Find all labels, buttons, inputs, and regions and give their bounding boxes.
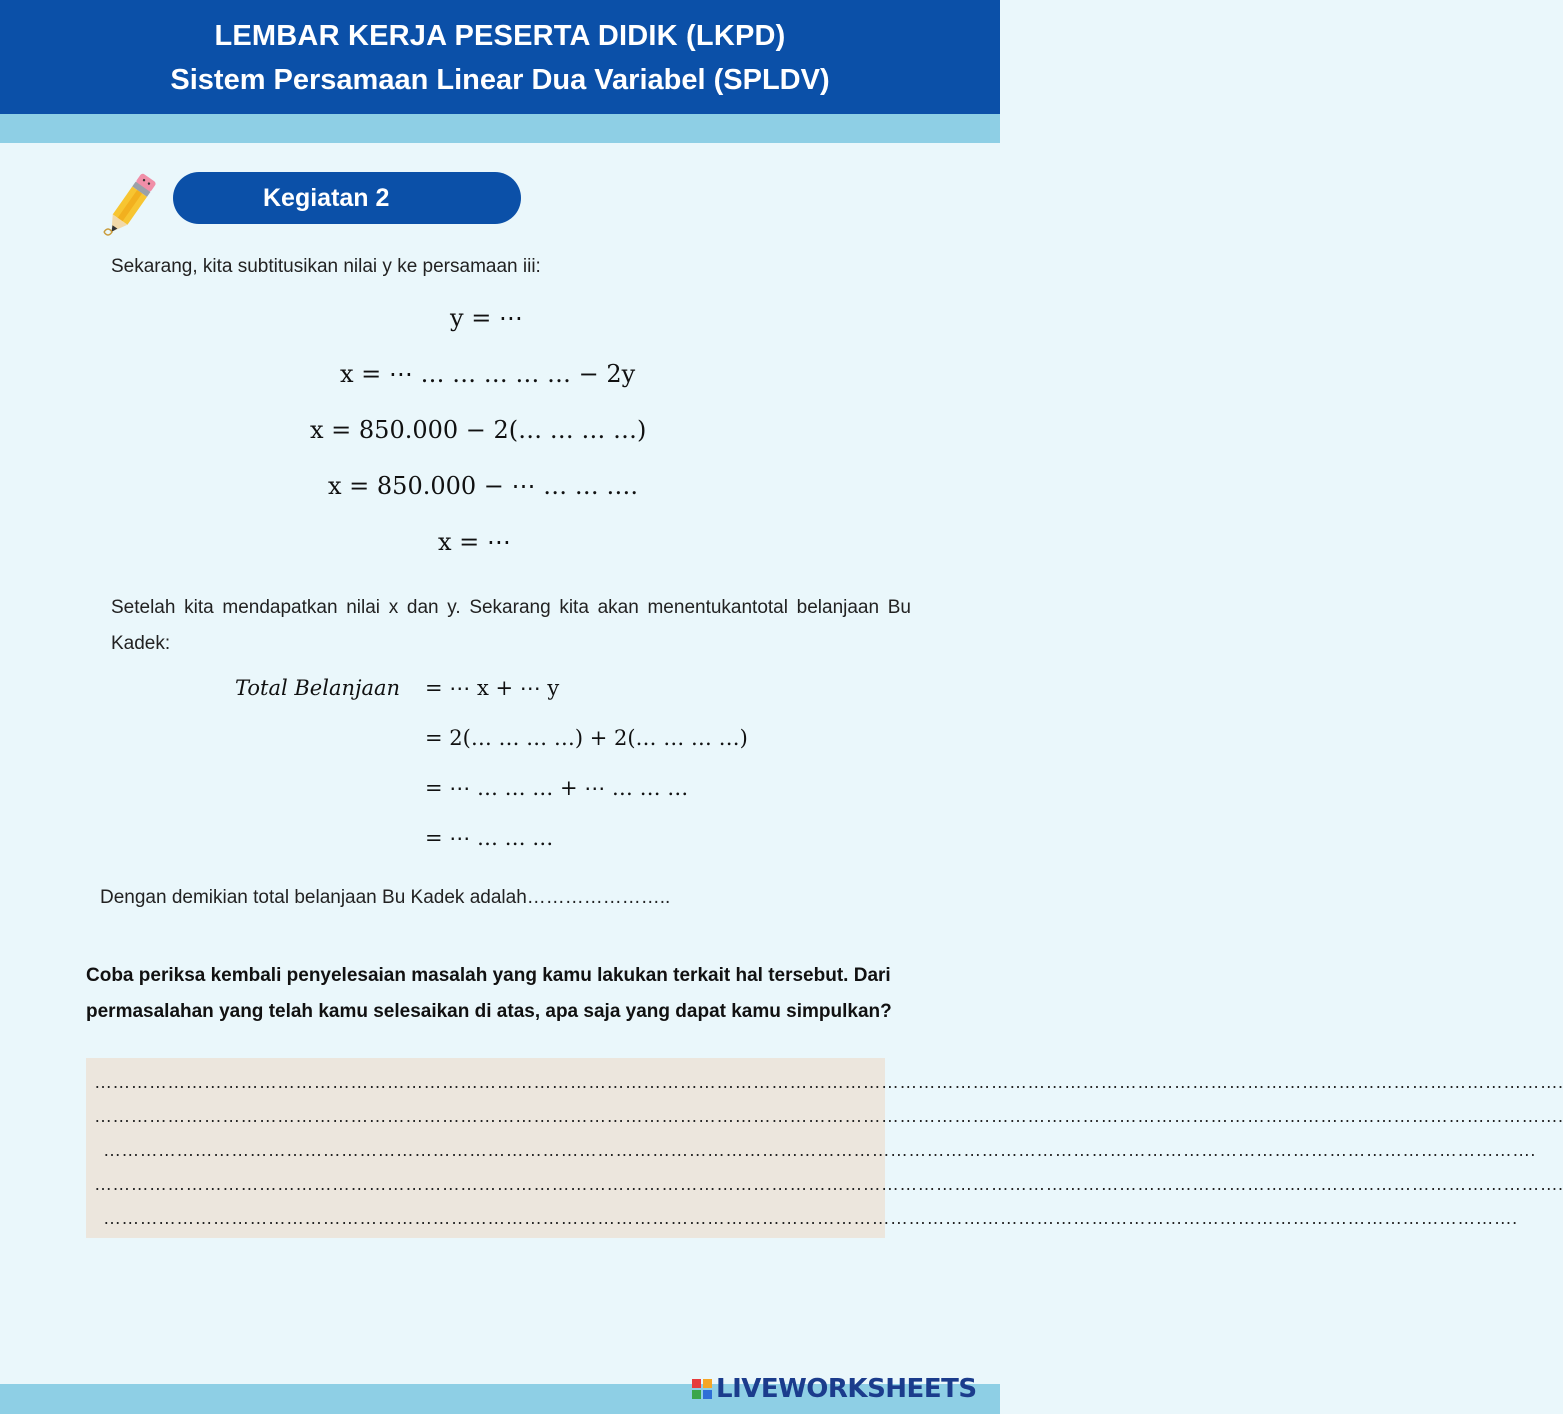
equation-5: x = ⋯	[438, 528, 511, 556]
reflection-question: Coba periksa kembali penyelesaian masalah yang kamu lakukan terkait hal tersebut. Dari permasalahan yang telah kamu selesaikan di atas, apa saja yang dapat kamu simpulkan?	[86, 965, 892, 1022]
equation-2: x = ⋯ … … … … … − 2y	[340, 360, 636, 388]
liveworksheets-logo	[692, 1372, 977, 1406]
activity-label: Kegiatan 2	[173, 172, 521, 224]
conclusion-text: Dengan demikian total belanjaan Bu Kadek adalah…………………..	[100, 887, 671, 908]
page-header	[0, 0, 1000, 114]
answer-line-3[interactable]: ……………………………………………………………………………………………………………………………………………………………………………………………………………….	[103, 1140, 1536, 1160]
answer-box[interactable]	[86, 1058, 1563, 1238]
logo-grid-icon	[692, 1379, 712, 1399]
equation-3: x = 850.000 − 2(… … … …)	[310, 416, 647, 444]
answer-line-4[interactable]: …………………………………………………………………………………………………………………………………………………………………………………………………………………….	[94, 1174, 1563, 1194]
total-line-4: = ⋯ … … …	[425, 826, 554, 850]
brand-name: LIVEWORKSHEETS	[716, 1374, 977, 1404]
header-band	[0, 114, 1000, 143]
equation-4: x = 850.000 − ⋯ … … ….	[328, 472, 639, 500]
total-line-3: = ⋯ … … … + ⋯ … … …	[425, 776, 689, 800]
answer-line-2[interactable]: …………………………………………………………………………………………………………………………………………………………………………………………………………………….	[94, 1106, 1563, 1126]
equation-1: y = ⋯	[450, 304, 523, 332]
total-line-2: = 2(… … … …) + 2(… … … …)	[425, 726, 748, 750]
answer-line-5[interactable]: …………………………………………………………………………………………………………………………………………………………………………………………………………….	[103, 1208, 1518, 1228]
intro-text: Sekarang, kita subtitusikan nilai y ke persamaan iii:	[111, 256, 541, 277]
answer-line-1[interactable]: …………………………………………………………………………………………………………………………………………………………………………………………………………………….	[94, 1072, 1563, 1092]
worksheet-subtitle: Sistem Persamaan Linear Dua Variabel (SPLDV)	[170, 64, 830, 96]
total-line-1: = ⋯ x + ⋯ y	[425, 676, 560, 700]
after-text: Setelah kita mendapatkan nilai x dan y. Sekarang kita akan menentukantotal belanjaan Bu Kadek:	[111, 597, 911, 654]
pencil-icon	[98, 166, 164, 242]
worksheet-title: LEMBAR KERJA PESERTA DIDIK (LKPD)	[214, 20, 786, 52]
total-label: Total Belanjaan	[235, 676, 401, 700]
